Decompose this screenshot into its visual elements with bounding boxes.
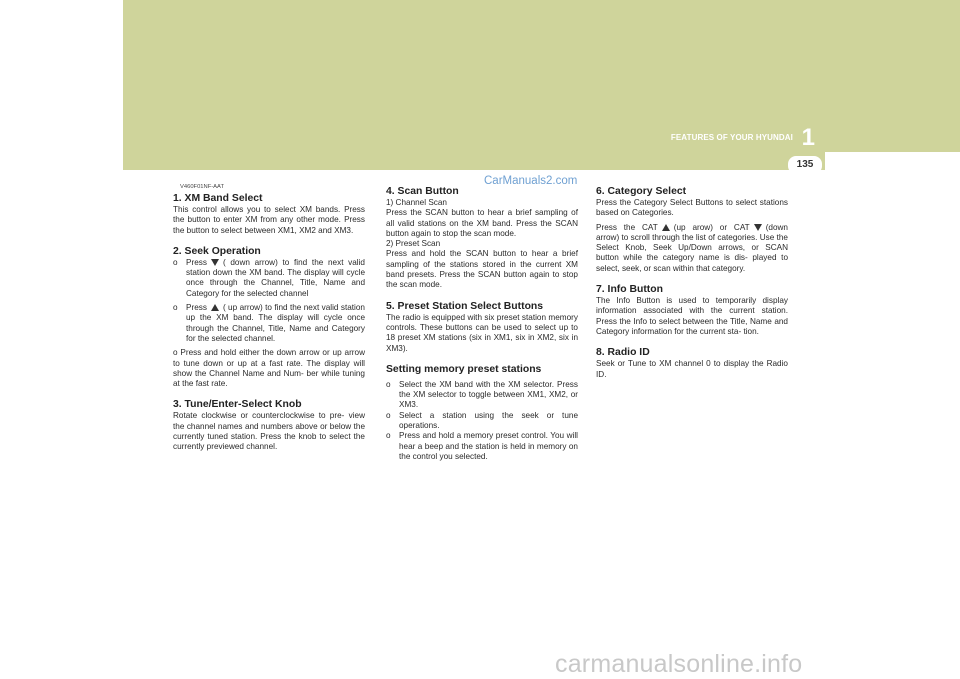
list-item (386, 380, 578, 411)
bullet-prefix: Press (186, 303, 207, 313)
header-tab (825, 0, 960, 152)
section-memory-presets (386, 364, 578, 462)
watermark-bottom: carmanualsonline.info (555, 650, 803, 678)
bullet-prefix: Press (186, 257, 207, 267)
column-1 (173, 184, 365, 463)
up-arrow-icon (211, 304, 219, 311)
heading-tune-knob: 3. Tune/Enter-Select Knob (173, 399, 302, 411)
bullet-text: Select the XM band with the XM selector. Press the XM selector to toggle between XM1, XM2, or XM3. (399, 379, 578, 410)
bullet-marker: o (173, 257, 178, 267)
heading-preset-buttons: 5. Preset Station Select Buttons (386, 300, 544, 312)
bullet-text: ( up arrow) to find the next valid station up the XM band. The display will cycle once through the Channel, Title, Name and Category for the selected channel. (186, 303, 365, 343)
heading-radio-id: 8. Radio ID (596, 347, 650, 359)
text-xm-band-select: This control allows you to select XM bands. Press the button to enter XM from any other mode. Press the button to select between XM1, XM2 and XM3. (173, 205, 365, 235)
list-item (386, 411, 578, 432)
text-category-scroll: Press the CAT (up arow) or CAT (down arrow) to scroll through the list of categories. Use the Select Knob, Seek Up/Down arrows, or SCAN button while the category name is dis- played to select, seek, or scan within that category. (596, 222, 788, 273)
bullet-marker: o (386, 431, 391, 441)
list-item (173, 303, 365, 344)
down-arrow-icon (754, 224, 762, 231)
section-preset-buttons (386, 301, 578, 354)
section-tune-knob (173, 399, 365, 452)
text-info-button: The Info Button is used to temporarily display information associated with the current station. Press the Info to select between the Title, Name and Category information for the current sta- tion. (596, 296, 788, 336)
up-arrow-icon (662, 224, 670, 231)
watermark-link-top[interactable]: CarManuals2.com (484, 175, 578, 187)
text-radio-id: Seek or Tune to XM channel 0 to display the Radio ID. (596, 359, 788, 379)
bullet-text: Select a station using the seek or tune operations. (399, 410, 578, 431)
section-category-select (596, 186, 788, 274)
heading-memory-presets: Setting memory preset stations (386, 363, 542, 375)
section-radio-id (596, 347, 788, 380)
chapter-number: 1 (801, 124, 815, 151)
bullet-marker: o (386, 410, 391, 420)
column-3 (596, 186, 788, 390)
section-xm-band-select (173, 193, 365, 236)
heading-category-select: 6. Category Select (596, 186, 687, 197)
column-2 (386, 186, 578, 472)
text-seek-fast: o Press and hold either the down arrow or up arrow to tune down or up at a fast rate. The display will show the Channel Name and Num- ber while tuning at the fast rate. (173, 348, 365, 389)
text-channel-scan-label: 1) Channel Scan (386, 198, 447, 207)
heading-info-button: 7. Info Button (596, 284, 663, 296)
header-band (123, 0, 825, 170)
bullet-text: ( down arrow) to find the next valid station down the XM band. The display will cycle once through the Channel, Title, Name and Category for the selected channel (186, 257, 365, 298)
list-item (173, 258, 365, 299)
heading-xm-band-select: 1. XM Band Select (173, 193, 263, 204)
bullet-marker: o (386, 379, 391, 389)
heading-scan-button: 4. Scan Button (386, 186, 459, 197)
list-item (386, 431, 578, 462)
text-category-select: Press the Category Select Buttons to select stations based on Categories. (596, 198, 788, 218)
text-preset-scan: Press and hold the SCAN button to hear a brief sampling of the stations stored in the current XM band presets. Press the SCAN button again to stop the scan mode. (386, 249, 578, 290)
heading-seek-operation: 2. Seek Operation (173, 245, 261, 257)
chapter-title: FEATURES OF YOUR HYUNDAI (670, 133, 793, 142)
bullet-marker: o (173, 303, 178, 313)
page-number: 135 (788, 156, 822, 174)
down-arrow-icon (211, 259, 219, 266)
section-info-button (596, 284, 788, 337)
text-channel-scan: Press the SCAN button to hear a brief sampling of all valid stations on the XM band. Press the SCAN button again to stop the scan mode. (386, 208, 578, 238)
section-scan-button (386, 186, 578, 291)
text-tune-knob: Rotate clockwise or counterclockwise to pre- view the channel names and numbers above or below the currently tuned station. Press the knob to select the currently previewed channel. (173, 411, 365, 452)
bullet-text: Press and hold a memory preset control. You will hear a beep and the station is held in memory on the control you selected. (399, 431, 578, 461)
text-preset-buttons: The radio is equipped with six preset station memory controls. These buttons can be used to select up to 18 preset XM stations (six in XM1, six in XM2, six in XM3). (386, 312, 578, 353)
text-preset-scan-label: 2) Preset Scan (386, 239, 441, 249)
section-seek-operation (173, 246, 365, 390)
section-code: V460F01NF-AAT (180, 184, 225, 190)
